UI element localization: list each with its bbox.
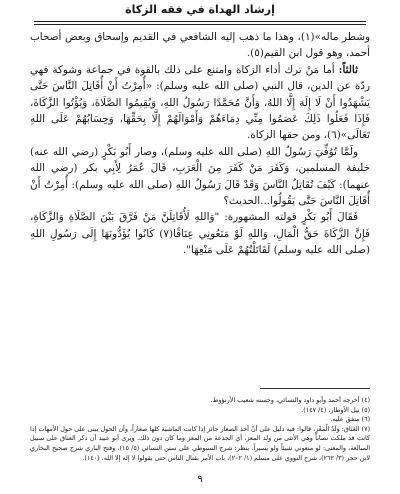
main-text	[30, 29, 370, 259]
footnote-separator	[260, 388, 370, 389]
paragraph-2	[30, 62, 370, 144]
paragraph-2-lead: ثالثاً:	[338, 63, 358, 76]
footnote-4: (٤) أخرجه أحمد وأبو داود والنسائي، وحسنه شعيب الأرنؤوط.	[210, 396, 370, 404]
paragraph-2-text: أما مَنْ ترك أداء الزكاة وامتنع على ذلك بالقوة في جماعة وشوكة فهي ردّة عن الدين، قال النبي (صلى الله عليه وسلم): «أُمِرْتُ أَنْ أُقَاتِلَ النَّاسَ حَتَّى يَشْهَدُوا أَنْ لَا إِلَهَ إِلَّا اللهُ، وَأَنَّ مُحَمَّدًا رَسُولُ اللهِ، وَيُقِيمُوا الصَّلَاةَ، وَيُؤْتُوا الزَّكَاةَ، فَإِذَا فَعَلُوا ذَلِكَ عَصَمُوا مِنِّي دِمَاءَهُمْ وَأَمْوَالَهُمْ إِلَّا بِحَقِّهَا، وَحِسَابُهُمْ عَلَى اللهِ تَعَالَى»(٦)، ومن حقها الزكاة.	[30, 63, 370, 142]
paragraph-3: ولَمَّا تُوُفِّيَ رَسُولُ اللهِ (صلى الله عليه وسلم)، وصار أَبُو بَكْرٍ (رضي الله عنه) خليفة المسلمين، وَكَفَرَ مَنْ كَفَرَ مِنَ الْعَرَبِ، قَالَ عُمَرُ لِأَبِي بكر (رضي الله عنهما): كَيْفَ تُقَاتِلُ النَّاسَ وَقَدْ قَالَ رَسُولُ اللهِ (صلى الله عليه وسلم): أُمِرْتُ أَنْ أُقَاتِلَ النَّاسَ حَتَّى يَقُولُوا...الحديث؟	[30, 145, 370, 208]
running-header-title: إرشاد الهداة في فقه الزكاة	[125, 3, 275, 16]
footnotes	[30, 396, 370, 463]
footnote-7: (٧) العَنَاق: وَلَدُ الْمَعْزِ، قالوا: فيه دليل على أنّ أخذ الصغار جائز إذا كانت الماشية كلها صغاراً، وأن الحول يبنى على حول الأمهات إذا كانت قد ملكت نصاباً وهي الأنثى من ولد المعز، أي الجذعة من المعز وما كان دون ذلك. ويرى أبو عبيد أن ذكر العناق على سبيل المبالغة، والمعنى: لو منعوني شيئاً ولو يسيراً، ينظر: شرح السيوطي على سنن النسائي (٥/ ١٥)، وفتح الباري شرح صحيح البخاري لابن حجر (٣/ ٢٦٢)، شرح النووي على مسلم (١/ ٢٠٢)، باب الأمر بقتال الناس حتى يقولوا لا إله إلا الله. (١٤٠).	[30, 424, 370, 462]
paragraph-1: وشطر ماله»(١)، وهذا ما ذهب إليه الشافعي في القديم وإسحاق وبعض أصحاب أحمد، وهو قول ابن القيم(٥).	[30, 31, 370, 60]
footnote-5: (٥) نيل الأوطار، (٤/ ١٤٧).	[301, 405, 370, 414]
paragraph-4: فَقَالَ أَبُو بَكْرٍ قولته المشهورة: "وَاللهِ لَأُقَاتِلَنَّ مَنْ فَرَّقَ بَيْنَ الصَّلَاةِ وَالزَّكَاةِ، فَإِنَّ الزَّكَاةَ حَقُّ الْمَالِ، وَاللهِ لَوْ مَنَعُونِي عِنَاقًا(٧) كَانُوا يُؤَدُّونَهَا إِلَى رَسُولِ اللهِ (صلى الله عليه وسلم) لَقَاتَلْتُهُمْ عَلَى مَنْعِهَا".	[30, 211, 370, 257]
page-number: ٩	[197, 474, 203, 485]
header-rule	[34, 21, 366, 22]
header-rule-thin	[34, 24, 366, 25]
footnote-6: (٦) متفق عليه.	[330, 415, 370, 424]
